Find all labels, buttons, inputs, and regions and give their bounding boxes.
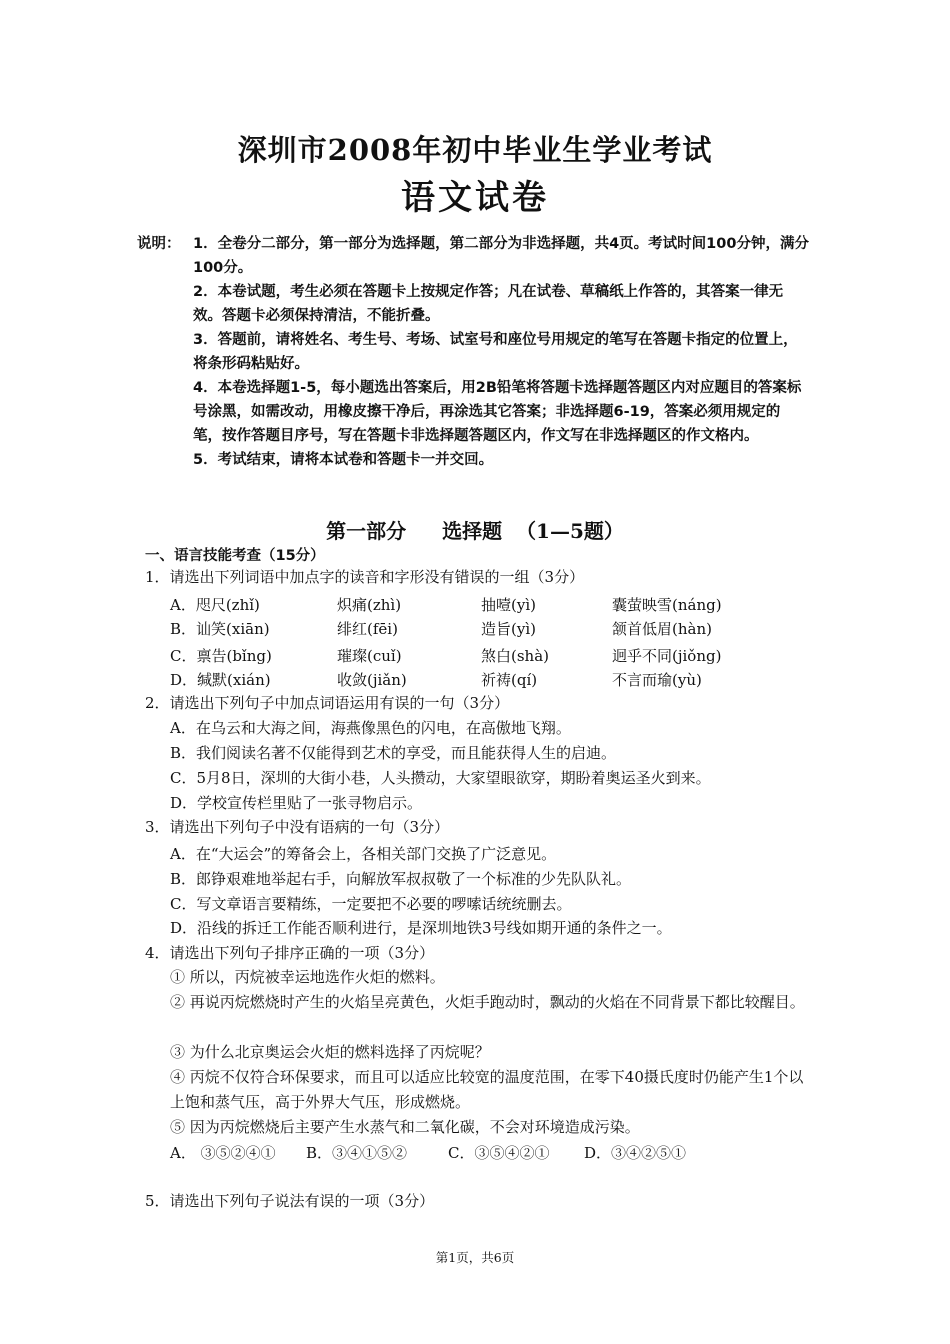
q3-option-d: D．沿线的拆迁工作能否顺利进行，是深圳地铁3号线如期开通的条件之一。 [170, 919, 672, 937]
q4-sentence-4: ④ 丙烷不仅符合环保要求，而且可以适应比较宽的温度范围，在零下40摄氏度时仍能产生1个以上饱和蒸气压，高于外界大气压，形成燃烧。 [170, 1068, 804, 1111]
part-type: 选择题 [442, 519, 503, 543]
q2-option-b: B．我们阅读名著不仅能得到艺术的享受，而且能获得人生的启迪。 [170, 744, 617, 762]
q4-sentence-2: ② 再说丙烷燃烧时产生的火焰呈亮黄色，火炬手跑动时，飘动的火焰在不同背景下都比较醒目。 [170, 993, 805, 1011]
q1-option-a4: 囊萤映雪(náng) [612, 596, 722, 614]
question-4-stem: 4．请选出下列句子排序正确的一项（3分） [145, 944, 435, 962]
q1-option-d4: 不言而瑜(yù) [612, 671, 702, 689]
q1-option-b2: 绯红(fēi) [337, 620, 398, 638]
question-3-stem: 3．请选出下列句子中没有语病的一句（3分） [145, 818, 450, 836]
q3-option-c: C．写文章语言要精练，一定要把不必要的啰嗦话统统删去。 [170, 895, 572, 913]
q4-sentence-1: ① 所以，丙烷被幸运地选作火炬的燃料。 [170, 968, 445, 986]
instruction-item: 2．本卷试题，考生必须在答题卡上按规定作答；凡在试卷、草稿纸上作答的，其答案一律无效。答题卡必须保持清洁，不能折叠。 [193, 284, 784, 324]
exam-subtitle: 语文试卷 [401, 178, 549, 218]
instruction-item: 5．考试结束，请将本试卷和答题卡一并交回。 [193, 452, 494, 468]
q1-option-d1: D．缄默(xián) [170, 671, 271, 689]
q2-option-d: D．学校宣传栏里贴了一张寻物启示。 [170, 794, 423, 812]
q4-sentence-3: ③ 为什么北京奥运会火炬的燃料选择了丙烷呢？ [170, 1043, 490, 1061]
q4-option-a: A． ③⑤②④① [170, 1144, 276, 1162]
page-footer: 第1页，共6页 [435, 1250, 515, 1265]
q2-option-c: C．5月8日，深圳的大街小巷，人头攒动，大家望眼欲穿，期盼着奥运圣火到来。 [170, 769, 711, 787]
q1-option-d3: 祈祷(qí) [481, 671, 538, 689]
q4-option-c: C．③⑤④②① [448, 1144, 550, 1162]
q4-option-d: D．③④②⑤① [584, 1144, 687, 1162]
instruction-item: 3．答题前，请将姓名、考生号、考场、试室号和座位号用规定的笔写在答题卡指定的位置上，将条形码粘贴好。 [193, 332, 798, 372]
q1-option-c2: 璀璨(cuǐ) [337, 647, 402, 665]
question-2-stem: 2．请选出下列句子中加点词语运用有误的一句（3分） [145, 694, 510, 712]
question-1-stem: 1．请选出下列词语中加点字的读音和字形没有错误的一组（3分） [145, 568, 585, 586]
q1-option-a1: A．咫尺(zhǐ) [170, 596, 260, 614]
instructions [137, 232, 809, 472]
part-range: （1—5题） [516, 519, 624, 543]
q2-option-a: A．在乌云和大海之间，海燕像黑色的闪电，在高傲地飞翔。 [170, 719, 571, 737]
question-5-stem: 5．请选出下列句子说法有误的一项（3分） [145, 1192, 435, 1210]
exam-title: 深圳市2008年初中毕业生学业考试 [237, 133, 713, 167]
instruction-item: 4．本卷选择题1-5，每小题选出答案后，用2B铅笔将答题卡选择题答题区内对应题目的答案标号涂黑，如需改动，用橡皮擦干净后，再涂选其它答案；非选择题6-19，答案必须用规定的笔，按作答题目序号，写在答题卡非选择题答题区内，作文写在非选择题区的作文格内。 [193, 380, 802, 444]
q3-option-a: A．在“大运会”的筹备会上，各相关部门交换了广泛意见。 [170, 845, 557, 863]
part-heading [0, 515, 950, 544]
q1-option-c1: C．禀告(bǐng) [170, 647, 272, 665]
q4-option-b: B．③④①⑤② [306, 1144, 408, 1162]
q1-option-c4: 迥乎不同(jiǒng) [612, 647, 722, 665]
q4-sentence-5: ⑤ 因为丙烷燃烧后主要产生水蒸气和二氧化碳，不会对环境造成污染。 [170, 1118, 640, 1136]
part-name: 第一部分 [326, 519, 407, 543]
q1-option-b4: 颔首低眉(hàn) [612, 620, 712, 638]
q1-option-d2: 收敛(jiǎn) [337, 671, 407, 689]
instruction-item: 1．全卷分二部分，第一部分为选择题，第二部分为非选择题，共4页。考试时间100分钟，满分100分。 [193, 236, 809, 276]
q1-option-b3: 造旨(yì) [481, 620, 536, 638]
section-heading: 一、语言技能考查（15分） [145, 548, 325, 564]
q1-option-a3: 抽噎(yì) [481, 596, 536, 614]
q3-option-b: B．郎铮艰难地举起右手，向解放军叔叔敬了一个标准的少先队队礼。 [170, 870, 632, 888]
instructions-label: 说明： [137, 236, 181, 252]
q1-option-b1: B．讪笑(xiān) [170, 620, 270, 638]
q1-option-a2: 炽痛(zhì) [337, 596, 402, 614]
q1-option-c3: 煞白(shà) [481, 647, 550, 665]
